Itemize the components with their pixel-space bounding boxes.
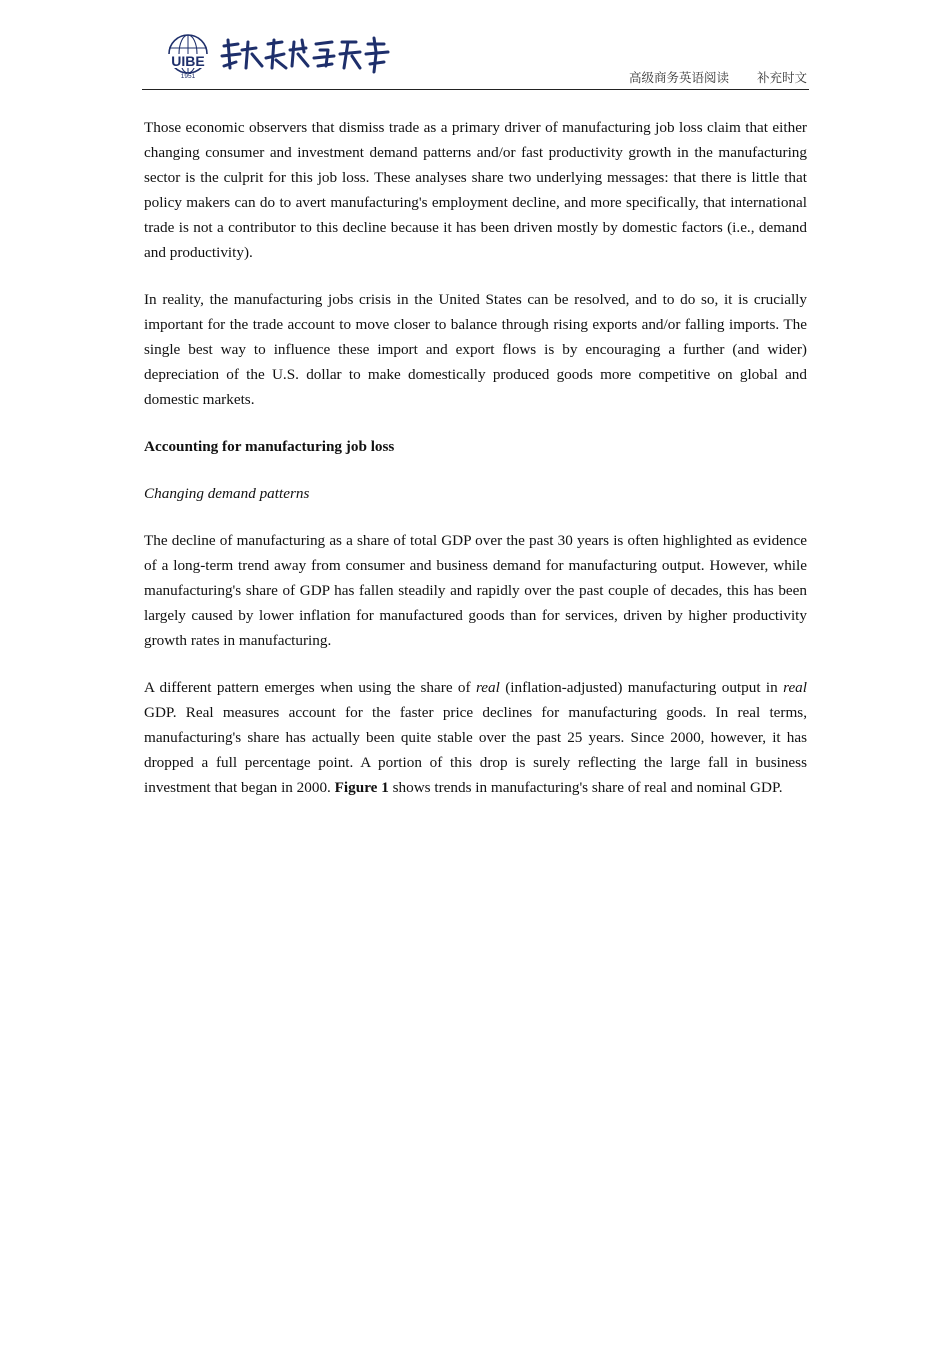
uibe-emblem-icon	[162, 32, 392, 84]
section-heading: Accounting for manufacturing job loss	[144, 438, 395, 455]
course-title: 高级商务英语阅读	[628, 70, 729, 85]
svg-text:1951: 1951	[180, 73, 196, 80]
figure-reference: Figure 1	[334, 779, 389, 796]
subsection-heading: Changing demand patterns	[144, 485, 310, 502]
emphasis-real: real	[475, 679, 500, 696]
text-run: (inflation-adjusted) manufacturing output in	[499, 679, 784, 696]
text-run: GDP. Real measures account for the faster price declines for manufacturing goods. In real terms, manufacturing's share has actually been quite stable over the past 25 years. Since 2000, however, it has dropped a full percentage point. A portion of this drop is surely reflecting the large fall in business investment that began in 2000.	[144, 704, 807, 796]
svg-text:UIBE: UIBE	[171, 53, 205, 69]
paragraph-2: In reality, the manufacturing jobs crisis in the United States can be resolved, and to do so, it is crucially important for the trade account to move closer to balance through rising exports and/or falling imports. The single best way to influence these import and export flows is by encouraging a further (and wider) depreciation of the U.S. dollar to make domestically produced goods more competitive on global and domestic markets.	[144, 291, 807, 408]
article-body	[144, 115, 807, 822]
page-header	[142, 30, 809, 90]
paragraph-4	[144, 675, 807, 800]
text-run: shows trends in manufacturing's share of real and nominal GDP.	[388, 779, 783, 796]
emphasis-real: real	[783, 679, 807, 696]
section-label: 补充时文	[756, 70, 807, 85]
paragraph-1: Those economic observers that dismiss trade as a primary driver of manufacturing job loss claim that either changing consumer and investment demand patterns and/or fast productivity growth in the manufacturing sector is the culprit for this job loss. These analyses share two underlying messages: that there is little that policy makers can do to avert manufacturing's employment decline, and more specifically, that international trade is not a contributor to this decline because it has been driven mostly by domestic factors (i.e., demand and productivity).	[144, 119, 807, 261]
paragraph-3: The decline of manufacturing as a share of total GDP over the past 30 years is often highlighted as evidence of a long-term trend away from consumer and business demand for manufacturing output. However, while manufacturing's share of GDP has fallen steadily and rapidly over the past couple of decades, this has been largely caused by lower inflation for manufactured goods than for services, driven by higher productivity growth rates in manufacturing.	[144, 532, 807, 649]
text-run: A different pattern emerges when using the share of	[144, 679, 476, 696]
university-logo	[162, 32, 392, 84]
header-labels	[629, 68, 807, 86]
